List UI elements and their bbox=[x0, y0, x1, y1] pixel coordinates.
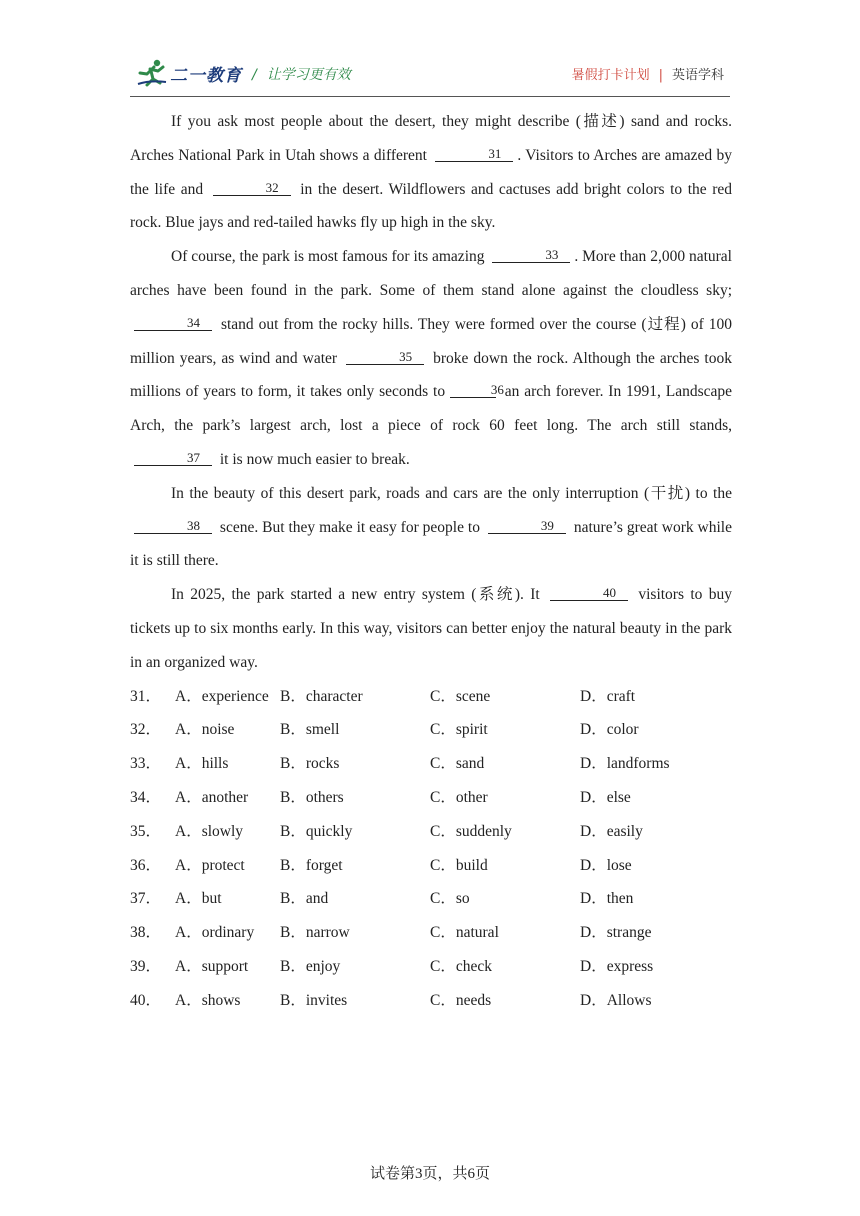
option-row bbox=[130, 950, 732, 984]
header-divider bbox=[130, 96, 730, 97]
passage-text: scene. But they make it easy for people to bbox=[216, 518, 484, 536]
passage-text: . Visitors to Arches are amazed by the life and bbox=[130, 146, 732, 198]
option-c: C．suddenly bbox=[430, 822, 512, 840]
page-footer: 试卷第3页，共6页 bbox=[369, 1166, 490, 1182]
passage-text: Of course, the park is most famous for its amazing bbox=[171, 248, 489, 266]
question-number: 31． bbox=[130, 687, 162, 705]
option-c: C．check bbox=[430, 957, 492, 975]
option-a: A．support bbox=[175, 957, 249, 975]
option-d: D．Allows bbox=[580, 991, 652, 1009]
option-b: B．rocks bbox=[280, 755, 340, 773]
passage-text: broke down the rock. Although the arches took millions of years to form, it takes only seconds to bbox=[130, 349, 732, 401]
passage-text: an arch forever. In 1991, Landscape Arch, the park’s largest arch, lost a piece of rock 60 feet long. The arch still stands, bbox=[130, 383, 733, 435]
option-row bbox=[130, 916, 732, 950]
option-d: D．then bbox=[580, 890, 634, 908]
option-d: D．else bbox=[580, 788, 631, 806]
blank-35: 35 bbox=[346, 349, 424, 365]
option-d: D．easily bbox=[580, 822, 643, 840]
option-a: A．noise bbox=[175, 721, 235, 739]
option-a: A．another bbox=[175, 788, 249, 806]
page-header bbox=[130, 52, 730, 96]
blank-37: 37 bbox=[134, 450, 212, 466]
option-c: C．scene bbox=[430, 687, 491, 705]
option-b: B．narrow bbox=[280, 924, 350, 942]
option-d: D．lose bbox=[580, 856, 632, 874]
passage-text: stand out from the rocky hills. They were formed over the course (过程) of 100 million years, as wind and water bbox=[130, 315, 732, 367]
blank-34: 34 bbox=[134, 315, 212, 331]
passage-text: In 2025, the park started a new entry system (系统). It bbox=[171, 586, 547, 604]
passage-paragraph bbox=[130, 240, 732, 477]
question-number: 34． bbox=[130, 788, 162, 806]
question-number: 32． bbox=[130, 721, 162, 739]
blank-39: 39 bbox=[488, 518, 566, 534]
option-c: C．natural bbox=[430, 924, 499, 942]
header-separator: | bbox=[658, 68, 663, 83]
option-d: D．color bbox=[580, 721, 639, 739]
option-row bbox=[130, 984, 732, 1018]
blank-38: 38 bbox=[134, 518, 212, 534]
passage-paragraph bbox=[130, 105, 732, 240]
option-d: D．express bbox=[580, 957, 654, 975]
option-c: C．so bbox=[430, 890, 470, 908]
option-a: A．protect bbox=[175, 856, 245, 874]
option-b: B．quickly bbox=[280, 822, 353, 840]
option-b: B．enjoy bbox=[280, 957, 341, 975]
slogan-text: 让学习更有效 bbox=[266, 67, 351, 83]
option-b: B．forget bbox=[280, 856, 343, 874]
blank-36: 36 bbox=[450, 382, 496, 398]
slogan-slash: / bbox=[252, 67, 257, 83]
option-b: B．character bbox=[280, 687, 363, 705]
passage-paragraph bbox=[130, 477, 732, 578]
blank-32: 32 bbox=[213, 180, 291, 196]
option-d: D．craft bbox=[580, 687, 636, 705]
passage-text: it is now much easier to break. bbox=[216, 450, 410, 468]
option-row bbox=[130, 747, 732, 781]
running-figure-icon bbox=[136, 58, 168, 88]
option-a: A．slowly bbox=[175, 822, 244, 840]
question-number: 37． bbox=[130, 890, 162, 908]
question-number: 38． bbox=[130, 924, 162, 942]
question-number: 33． bbox=[130, 755, 162, 773]
option-b: B．invites bbox=[280, 991, 348, 1009]
option-c: C．build bbox=[430, 856, 488, 874]
option-b: B．and bbox=[280, 890, 329, 908]
blank-33: 33 bbox=[492, 247, 570, 263]
option-c: C．needs bbox=[430, 991, 492, 1009]
exam-content bbox=[130, 105, 732, 1018]
header-right bbox=[572, 64, 724, 83]
option-a: A．but bbox=[175, 890, 222, 908]
logo-text: 二一教育 bbox=[170, 65, 242, 86]
passage-text: In the beauty of this desert park, roads and cars are the only interruption (干扰) to the bbox=[171, 484, 732, 502]
option-row bbox=[130, 781, 732, 815]
passage-text: . More than 2,000 natural arches have been found in the park. Some of them stand alone against the cloudless sky; bbox=[130, 248, 732, 299]
option-row bbox=[130, 680, 732, 714]
blank-31: 31 bbox=[435, 146, 513, 162]
option-b: B．others bbox=[280, 788, 344, 806]
option-row bbox=[130, 882, 732, 916]
option-a: A．ordinary bbox=[175, 924, 255, 942]
passage-text: visitors to buy tickets up to six months early. In this way, visitors can better enjoy the natural beauty in the park in an organized way. bbox=[130, 586, 732, 671]
option-c: C．other bbox=[430, 788, 488, 806]
question-number: 40． bbox=[130, 991, 162, 1009]
question-number: 35． bbox=[130, 822, 162, 840]
option-b: B．smell bbox=[280, 721, 340, 739]
blank-40: 40 bbox=[550, 585, 628, 601]
cloze-passage bbox=[130, 105, 732, 680]
options-list bbox=[130, 680, 732, 1018]
passage-text: nature’s great work while it is still there. bbox=[130, 518, 732, 570]
plan-label: 暑假打卡计划 bbox=[571, 68, 650, 83]
question-number: 36． bbox=[130, 856, 162, 874]
question-number: 39． bbox=[130, 957, 162, 975]
option-a: A．experience bbox=[175, 687, 269, 705]
passage-text: in the desert. Wildflowers and cactuses add bright colors to the red rock. Blue jays and red-tailed hawks fly up high in the sky. bbox=[130, 180, 732, 232]
option-c: C．sand bbox=[430, 755, 485, 773]
passage-paragraph bbox=[130, 578, 732, 679]
option-a: A．shows bbox=[175, 991, 241, 1009]
subject-label: 英语学科 bbox=[671, 68, 724, 83]
slogan bbox=[252, 64, 351, 84]
option-row bbox=[130, 815, 732, 849]
option-d: D．strange bbox=[580, 924, 652, 942]
option-row bbox=[130, 713, 732, 747]
option-row bbox=[130, 849, 732, 883]
passage-text: If you ask most people about the desert, they might describe (描述) sand and rocks. Arches National Park in Utah shows a different bbox=[130, 113, 732, 164]
option-d: D．landforms bbox=[580, 755, 670, 773]
option-c: C．spirit bbox=[430, 721, 488, 739]
option-a: A．hills bbox=[175, 755, 229, 773]
logo bbox=[136, 58, 242, 88]
